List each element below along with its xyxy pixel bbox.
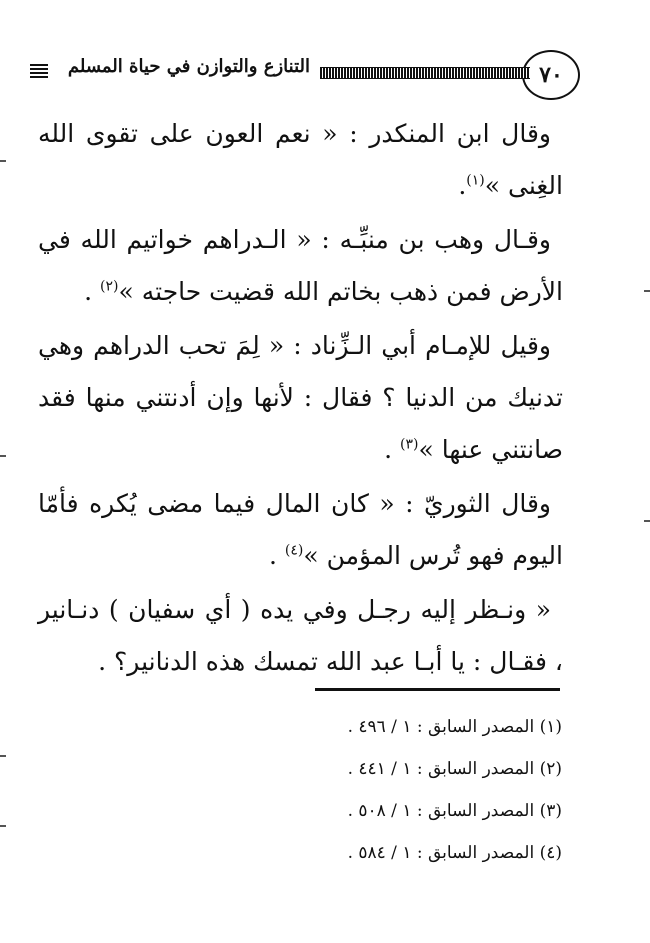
footnote: (٣) المصدر السابق : ١ / ٥٠٨ . bbox=[347, 801, 562, 821]
scan-artifact bbox=[0, 455, 6, 457]
footnote-ref: (٤) bbox=[284, 542, 304, 559]
paragraph bbox=[38, 584, 563, 688]
scan-artifact bbox=[644, 290, 650, 292]
footnote-ref: (١) bbox=[466, 172, 485, 189]
footnote-separator bbox=[315, 688, 560, 691]
header-ornament-rule bbox=[320, 67, 530, 79]
paragraph bbox=[38, 478, 563, 582]
paragraph-end: . bbox=[458, 171, 467, 200]
scan-artifact bbox=[0, 755, 6, 757]
header-end-mark bbox=[30, 64, 48, 78]
paragraph-end: . bbox=[384, 435, 400, 464]
paragraph-end: . bbox=[84, 277, 101, 306]
scan-artifact bbox=[644, 520, 650, 522]
paragraph-text: وقـال وهب بن منبِّـه : « الـدراهم خواتيم الله في الأرض فمن ذهب بخاتم الله قضيت حاجته » bbox=[38, 225, 563, 306]
scan-artifact bbox=[0, 160, 6, 162]
footnote: (١) المصدر السابق : ١ / ٤٩٦ . bbox=[347, 717, 562, 737]
footnote: (٤) المصدر السابق : ١ / ٥٨٤ . bbox=[347, 843, 562, 863]
paragraph bbox=[38, 320, 563, 476]
page-number: ٧٠ bbox=[522, 50, 580, 100]
paragraph-text: « ونـظر إليه رجـل وفي يده ( أي سفيان ) دنـانير ، فقـال : يا أبـا عبد الله تمسك هذه الدنانير؟ . bbox=[38, 595, 563, 676]
scan-artifact bbox=[0, 825, 6, 827]
paragraph-end: . bbox=[269, 541, 285, 570]
paragraph-text: وقال ابن المنكدر : « نعم العون على تقوى الله الغِنى » bbox=[38, 119, 563, 200]
paragraph-text: وقيل للإمـام أبي الـزِّناد : « لِمَ تحب الدراهم وهي تدنيك من الدنيا ؟ فقال : لأنها وإن أدنتني منها فقد صانتني عنها » bbox=[38, 331, 563, 464]
paragraph-text: وقال الثوريّ : « كان المال فيما مضى يُكره فأمّا اليوم فهو تُرس المؤمن » bbox=[38, 489, 563, 570]
running-title: التنازع والتوازن في حياة المسلم bbox=[67, 56, 310, 77]
paragraph bbox=[38, 214, 563, 318]
page-header bbox=[20, 50, 580, 100]
footnote: (٢) المصدر السابق : ١ / ٤٤١ . bbox=[347, 759, 562, 779]
paragraph bbox=[38, 108, 563, 212]
footnote-ref: (٢) bbox=[100, 278, 119, 295]
page-body bbox=[38, 108, 563, 690]
footnotes bbox=[300, 706, 562, 874]
footnote-ref: (٣) bbox=[400, 436, 419, 453]
